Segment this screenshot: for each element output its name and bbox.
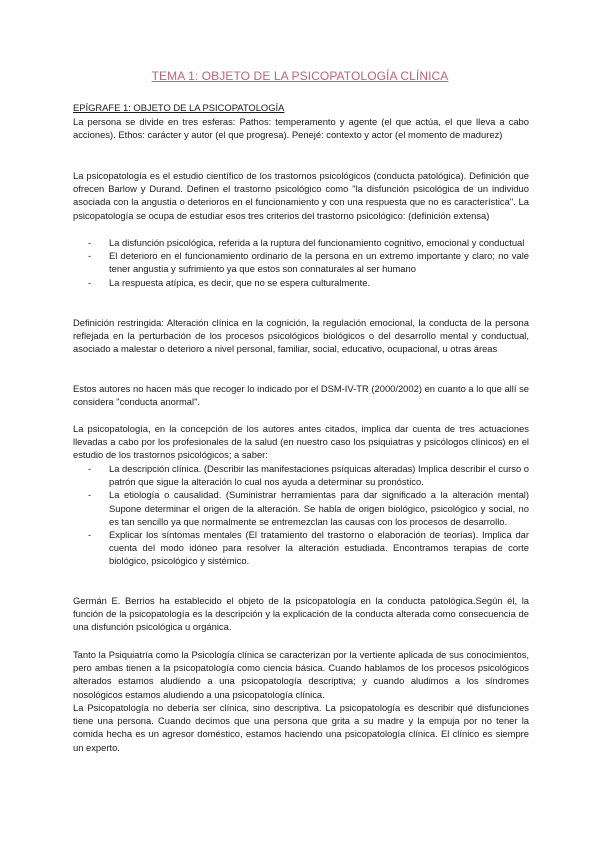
- criteria-list: [73, 236, 529, 289]
- list-item: - La disfunción psicológica, referida a la ruptura del funcionamiento cognitivo, emocional y conductual: [73, 236, 529, 249]
- list-item: - La etiología o causalidad. (Suministrar herramientas para dar significado a la alteración mental) Supone determinar el origen de la alteración. Se habla de origen biológico, psicológico y social, no es tan sencillo ya que normalmente se entremezclan las causas con los procesos de desarrollo.: [73, 488, 529, 528]
- paragraph-descriptiva: La Psicopatología no debería ser clínica, sino descriptiva. La psicopatología es describir qué disfunciones tiene una persona. Cuando decimos que una persona que grita a su madre y la empuja por no tener la comida hecha es un agresor doméstico, estamos haciendo una psicopatología clínica. El clínico es siempre un experto.: [73, 702, 529, 753]
- paragraph-esferas: La persona se divide en tres esferas: Pathos: temperamento y agente (el que actúa, el que lleva a cabo acciones). Ethos: carácter y autor (el que progresa). Penejé: contexto y actor (el momento de madurez): [73, 116, 529, 141]
- section-heading: EPÍGRAFE 1: OBJETO DE LA PSICOPATOLOGÍA: [73, 102, 285, 113]
- list-item: - El deterioro en el funcionamiento ordinario de la persona en un extremo importante y claro; no vale tener angustia y sufrimiento ya que estos son connaturales al ser humano: [73, 249, 529, 275]
- paragraph-actuaciones: La psicopatología, en la concepción de los autores antes citados, implica dar cuenta de tres actuaciones llevadas a cabo por los profesionales de la salud (en nuestro caso los psiquiatras y psicólogos clínicos) en el estudio de los trastornos psicológicos; a saber:: [73, 423, 529, 461]
- actuaciones-list: [73, 462, 529, 568]
- paragraph-definicion-restringida: Definición restringida: Alteración clínica en la cognición, la regulación emocional, la conducta de la persona reflejada en la perturbación de los procesos psicológicos biológicos o del desarrollo mental y conductual, asociado a malestar o deterioro a nivel personal, familiar, social, educativo, ocupacional, u otras áreas: [73, 317, 529, 355]
- paragraph-definicion: La psicopatología es el estudio científico de los trastornos psicológicos (conducta patológica). Definición que ofrecen Barlow y Durand. Definen el trastorno psicológico como "la disfunción psicológica de un individuo asociada con la angustia o deterioros en el funcionamiento y con una respuesta que no es característica". La psicopatología se ocupa de estudiar esos tres criterios del trastorno psicológico: (definición extensa): [73, 170, 529, 221]
- paragraph-berrios: Germán E. Berrios ha establecido el objeto de la psicopatología en la conducta patológica.Según él, la función de la psicopatología es la descripción y la explicación de la conducta alterada como consecuencia de una disfunción psicológica u orgánica.: [73, 595, 529, 633]
- list-item: - La descripción clínica. (Describir las manifestaciones psíquicas alteradas) Implica describir el curso o patrón que sigue la alteración lo cual nos ayuda a determinar su pronóstico.: [73, 462, 529, 488]
- document-title: TEMA 1: OBJETO DE LA PSICOPATOLOGÍA CLÍNICA: [151, 69, 449, 83]
- list-item: - Explicar los síntomas mentales (El tratamiento del trastorno o elaboración de teorías). Implica dar cuenta del modo idóneo para resolver la alteración estudiada. Encontramos terapias de corte biológico, psicológico y sistémico.: [73, 528, 529, 568]
- list-item: - La respuesta atípica, es decir, que no se espera culturalmente.: [73, 276, 529, 289]
- paragraph-dsm: Estos autores no hacen más que recoger lo indicado por el DSM-IV-TR (2000/2002) en cuanto a lo que allí se considera "conducta anormal".: [73, 383, 529, 408]
- paragraph-psiquiatria: Tanto la Psiquiatría como la Psicología clínica se caracterizan por la vertiente aplicada de sus conocimientos, pero ambas tienen a la psicopatología como ciencia básica. Cuando hablamos de los procesos psicológicos alterados estamos aludiendo a una psicopatología descriptiva; y cuando aludimos a los síndromes nosológicos estamos aludiendo a una psicopatología clínica.: [73, 649, 529, 700]
